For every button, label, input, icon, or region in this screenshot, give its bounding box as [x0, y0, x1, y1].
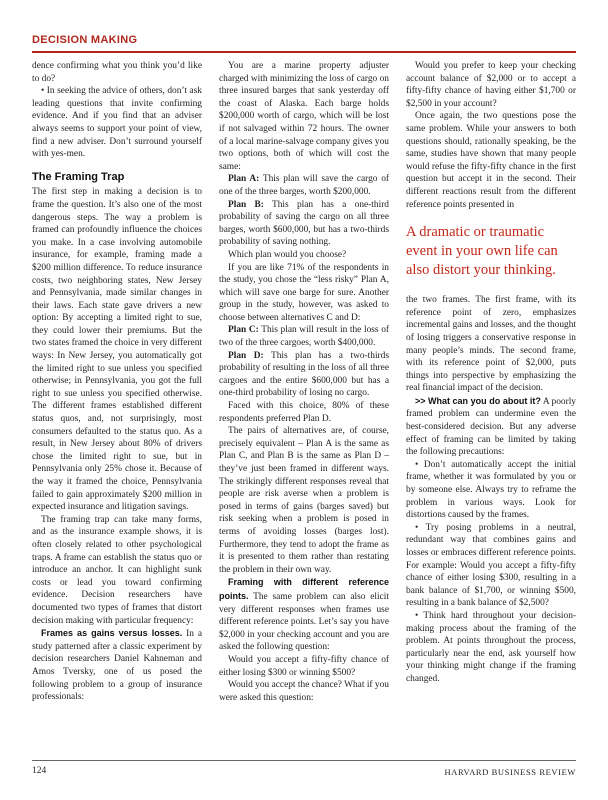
paragraph: If you are like 71% of the respondents in the study, you chose the “less risky” Plan A, which will save one barge for sure. Another group in the study, however, was asked to choose between alternatives C and D: [219, 262, 389, 323]
paragraph: Faced with this choice, 80% of these respondents preferred Plan D. [219, 401, 389, 424]
bullet-paragraph: • Think hard throughout your decision-making process about the framing of the problem. At points throughout the process, particularly near the end, ask yourself how your thinking might change if the framing changed. [406, 610, 576, 684]
column-1 [32, 60, 202, 704]
paragraph-text: In a study patterned after a classic experiment by decision researchers Daniel Kahneman and Amos Tversky, one of us posed the following problem to a group of insurance professionals: [32, 629, 202, 703]
paragraph: Would you prefer to keep your checking account balance of $2,000 or to accept a fifty-fifty chance of having either $1,700 or $2,500 in your account? [406, 61, 576, 109]
paragraph [219, 350, 389, 400]
section-heading: The Framing Trap [32, 170, 125, 183]
bullet-paragraph: • Try posing problems in a neutral, redundant way that combines gains and losses or embraces different reference points. For example: Would you accept a fifty-fifty chance of either losing $300, resulting in a bank balance of $1,700, or winning $500, resulting in a bank balance of $2,500? [406, 522, 576, 609]
paragraph: Once again, the two questions pose the same problem. While your answers to both questions should, rationally speaking, be the same, studies have shown that many people would refuse the fifty-fifty chance in the first question but accept it in the second. Their different reactions result from the different reference points presented in [406, 111, 576, 210]
paragraph [219, 173, 389, 198]
paragraph-text: This plan will result in the loss of two of the three cargoes, worth $400,000. [219, 325, 390, 349]
run-in-heading: What can you do about it? [427, 395, 541, 406]
pull-quote: A dramatic or traumatic event in your own life can also distort your thinking. [406, 224, 558, 279]
paragraph: Which plan would you choose? [228, 249, 347, 260]
plan-label: Plan C: [228, 325, 259, 336]
column-2 [219, 60, 389, 704]
paragraph-text: A poorly framed problem can undermine even the best-considered decision. But any adverse effect of framing can be limited by taking the following precautions: [406, 396, 576, 458]
paragraph-text: The same problem can also elicit very different responses when frames use different reference points. Let’s say you have $2,000 in your checking account and you are asked the following question: [219, 591, 389, 653]
section-header: DECISION MAKING [32, 34, 138, 46]
publication-name: HARVARD BUSINESS REVIEW [444, 767, 576, 777]
paragraph [219, 576, 389, 654]
plan-label: Plan B: [228, 199, 264, 210]
paragraph: You are a marine property adjuster charged with minimizing the loss of cargo on three insured barges that sank yesterday off the coast of Alaska. Each barge holds $200,000 worth of cargo, which will be lost if not salvaged within 72 hours. The owner of a local marine-salvage company gives you two options, both of which will cost the same: [219, 61, 389, 172]
run-in-heading: Framing with different reference points. [219, 577, 389, 601]
plan-label: Plan A: [228, 174, 260, 185]
paragraph [32, 627, 202, 704]
bullet-paragraph: • In seeking the advice of others, don’t ask leading questions that invite confirming evidence. And if you find that an adviser always seems to support your point of view, find a new adviser. Don’t surround yourself with yes-men. [32, 86, 202, 160]
page-number: 124 [32, 766, 47, 776]
column-3 [406, 60, 576, 686]
paragraph: The framing trap can take many forms, and as the insurance example shows, it is often closely related to other psychological traps. A frame can establish the status quo or introduce an anchor. It can highlight sunk costs or lead you toward confirming evidence. Decision researchers have documented two types of frames that distort decision making with particular frequency: [32, 514, 202, 626]
paragraph [406, 395, 576, 459]
bullet-paragraph: • Don’t automatically accept the initial frame, whether it was formulated by you or by someone else. Always try to reframe the problem in various ways. Look for distortions caused by the frames. [406, 459, 576, 521]
paragraph: The pairs of alternatives are, of course, precisely equivalent – Plan A is the same as Plan C, and Plan B is the same as Plan D – they’ve just been framed in different ways. The strikingly different responses reveal that people are risk averse when a problem is posed in terms of gains (barges saved) but risk seeking when a problem is posed in terms of avoiding losses (barges lost). Furthermore, they tend to adopt the frame as it is presented to them rather than restating the problem in their own way. [219, 426, 389, 575]
footer-rule [32, 760, 576, 761]
paragraph [219, 199, 389, 249]
paragraph-text: This plan has a two-thirds probability of resulting in the loss of all three cargoes and the entire $600,000 but has a one-third probability of losing no cargo. [219, 350, 390, 399]
paragraph: dence confirming what you think you’d like to do? [32, 61, 202, 84]
paragraph: Would you accept a fifty-fifty chance of either losing $300 or winning $500? [219, 654, 389, 678]
paragraph-text: This plan will save the cargo of one of the three barges, worth $200,000. [219, 174, 389, 197]
paragraph [219, 324, 389, 349]
double-chevron-marker: >> [415, 395, 426, 406]
paragraph: Would you accept the chance? What if you were asked this question: [219, 680, 389, 703]
run-in-heading: Frames as gains versus losses. [41, 628, 183, 639]
plan-label: Plan D: [228, 350, 264, 361]
header-rule [32, 51, 576, 53]
paragraph: the two frames. The first frame, with its reference point of zero, emphasizes incremental gains and losses, and the thought of losing triggers a conservative response in many people’s minds. The second frame, with its reference point of $2,000, puts things into perspective by emphasizing the real financial impact of the decision. [406, 295, 577, 394]
paragraph: The first step in making a decision is to frame the question. It’s also one of the most dangerous steps. The way a problem is framed can profoundly influence the choices you make. In a case involving automobile insurance, for example, framing made a $200 million difference. To reduce insurance costs, two neighboring states, New Jersey and Pennsylvania, made similar changes in their laws. Each state gave drivers a new option: By accepting a limited right to sue, they could lower their premiums. But the two states framed the choice in very different ways: In New Jersey, you automatically got the limited right to sue unless you specified otherwise; in Pennsylvania, you got the full right to sue unless you specified otherwise. The different frames established different status quos, and, not surprisingly, most consumers defaulted to the status quo. As a result, in New Jersey about 80% of drivers chose the limited right to sue, but in Pennsylvania only 25% chose it. Because of the way it framed the choice, Pennsylvania failed to gain approximately $200 million in expected insurance and litigation savings. [32, 187, 202, 513]
paragraph-text: This plan has a one-third probability of saving the cargo on all three barges, worth $600,000, but has a two-thirds probability of saving nothing. [219, 199, 389, 248]
